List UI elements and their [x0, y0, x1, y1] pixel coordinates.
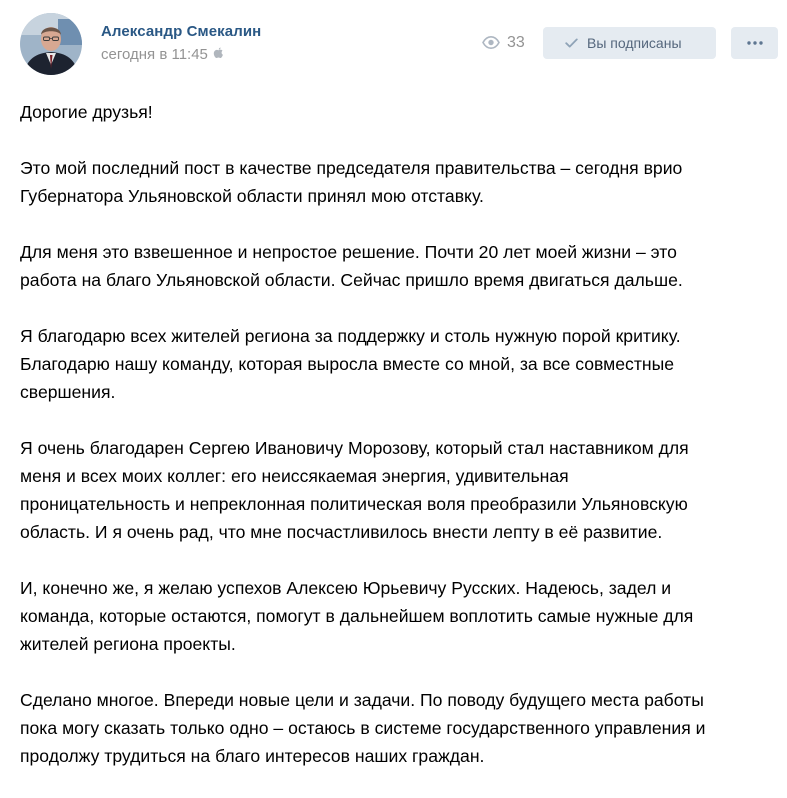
text-line: Сделано многое. Впереди новые цели и задачи. По поводу будущего места работы [20, 690, 704, 710]
eye-icon [482, 36, 500, 49]
more-actions-button[interactable] [731, 27, 778, 59]
author-avatar[interactable] [20, 13, 82, 75]
paragraph [20, 686, 780, 770]
post-text [20, 98, 780, 798]
paragraph [20, 574, 780, 658]
more-dots-icon [747, 41, 763, 45]
paragraph [20, 322, 780, 406]
text-line: пока могу сказать только одно – остаюсь в системе государственного управления и [20, 718, 706, 738]
paragraph [20, 154, 780, 210]
text-line: меня и всех моих коллег: его неиссякаемая энергия, удивительная [20, 466, 569, 486]
subscribed-button[interactable] [543, 27, 716, 59]
text-line: Я благодарю всех жителей региона за поддержку и столь нужную порой критику. [20, 326, 681, 346]
text-line: команда, которые остаются, помогут в дальнейшем воплотить самые нужные для [20, 606, 694, 626]
text-line: Губернатора Ульяновской области принял мою отставку. [20, 186, 484, 206]
text-line: проницательность и непреклонная политическая воля преобразили Ульяновскую [20, 494, 688, 514]
text-line: Благодарю нашу команду, которая выросла вместе со мной, за все совместные [20, 354, 675, 374]
text-line: работа на благо Ульяновской области. Сейчас пришло время двигаться дальше. [20, 270, 683, 290]
check-icon [565, 38, 578, 48]
text-line: Я очень благодарен Сергею Ивановичу Морозову, который стал наставником для [20, 438, 689, 458]
post-header [0, 0, 787, 90]
view-count: 33 [507, 34, 525, 51]
text-line: Дорогие друзья! [20, 102, 153, 122]
author-name[interactable]: Александр Смекалин [101, 23, 262, 40]
subscribed-button-label: Вы подписаны [587, 35, 682, 51]
apple-icon [213, 47, 224, 64]
text-line: свершения. [20, 382, 116, 402]
text-line: Это мой последний пост в качестве председателя правительства – сегодня врио [20, 158, 683, 178]
paragraph [20, 98, 780, 126]
paragraph [20, 434, 780, 546]
post-time[interactable]: сегодня в 11:45 [101, 46, 208, 63]
text-line: продолжу трудиться на благо интересов наших граждан. [20, 746, 485, 766]
text-line: область. И я очень рад, что мне посчастливилось внести лепту в её развитие. [20, 522, 663, 542]
paragraph [20, 238, 780, 294]
post-meta [101, 46, 224, 64]
text-line: Для меня это взвешенное и непростое решение. Почти 20 лет моей жизни – это [20, 242, 677, 262]
text-line: жителей региона проекты. [20, 634, 236, 654]
text-line: И, конечно же, я желаю успехов Алексею Юрьевичу Русских. Надеюсь, задел и [20, 578, 672, 598]
avatar-photo [20, 13, 82, 75]
